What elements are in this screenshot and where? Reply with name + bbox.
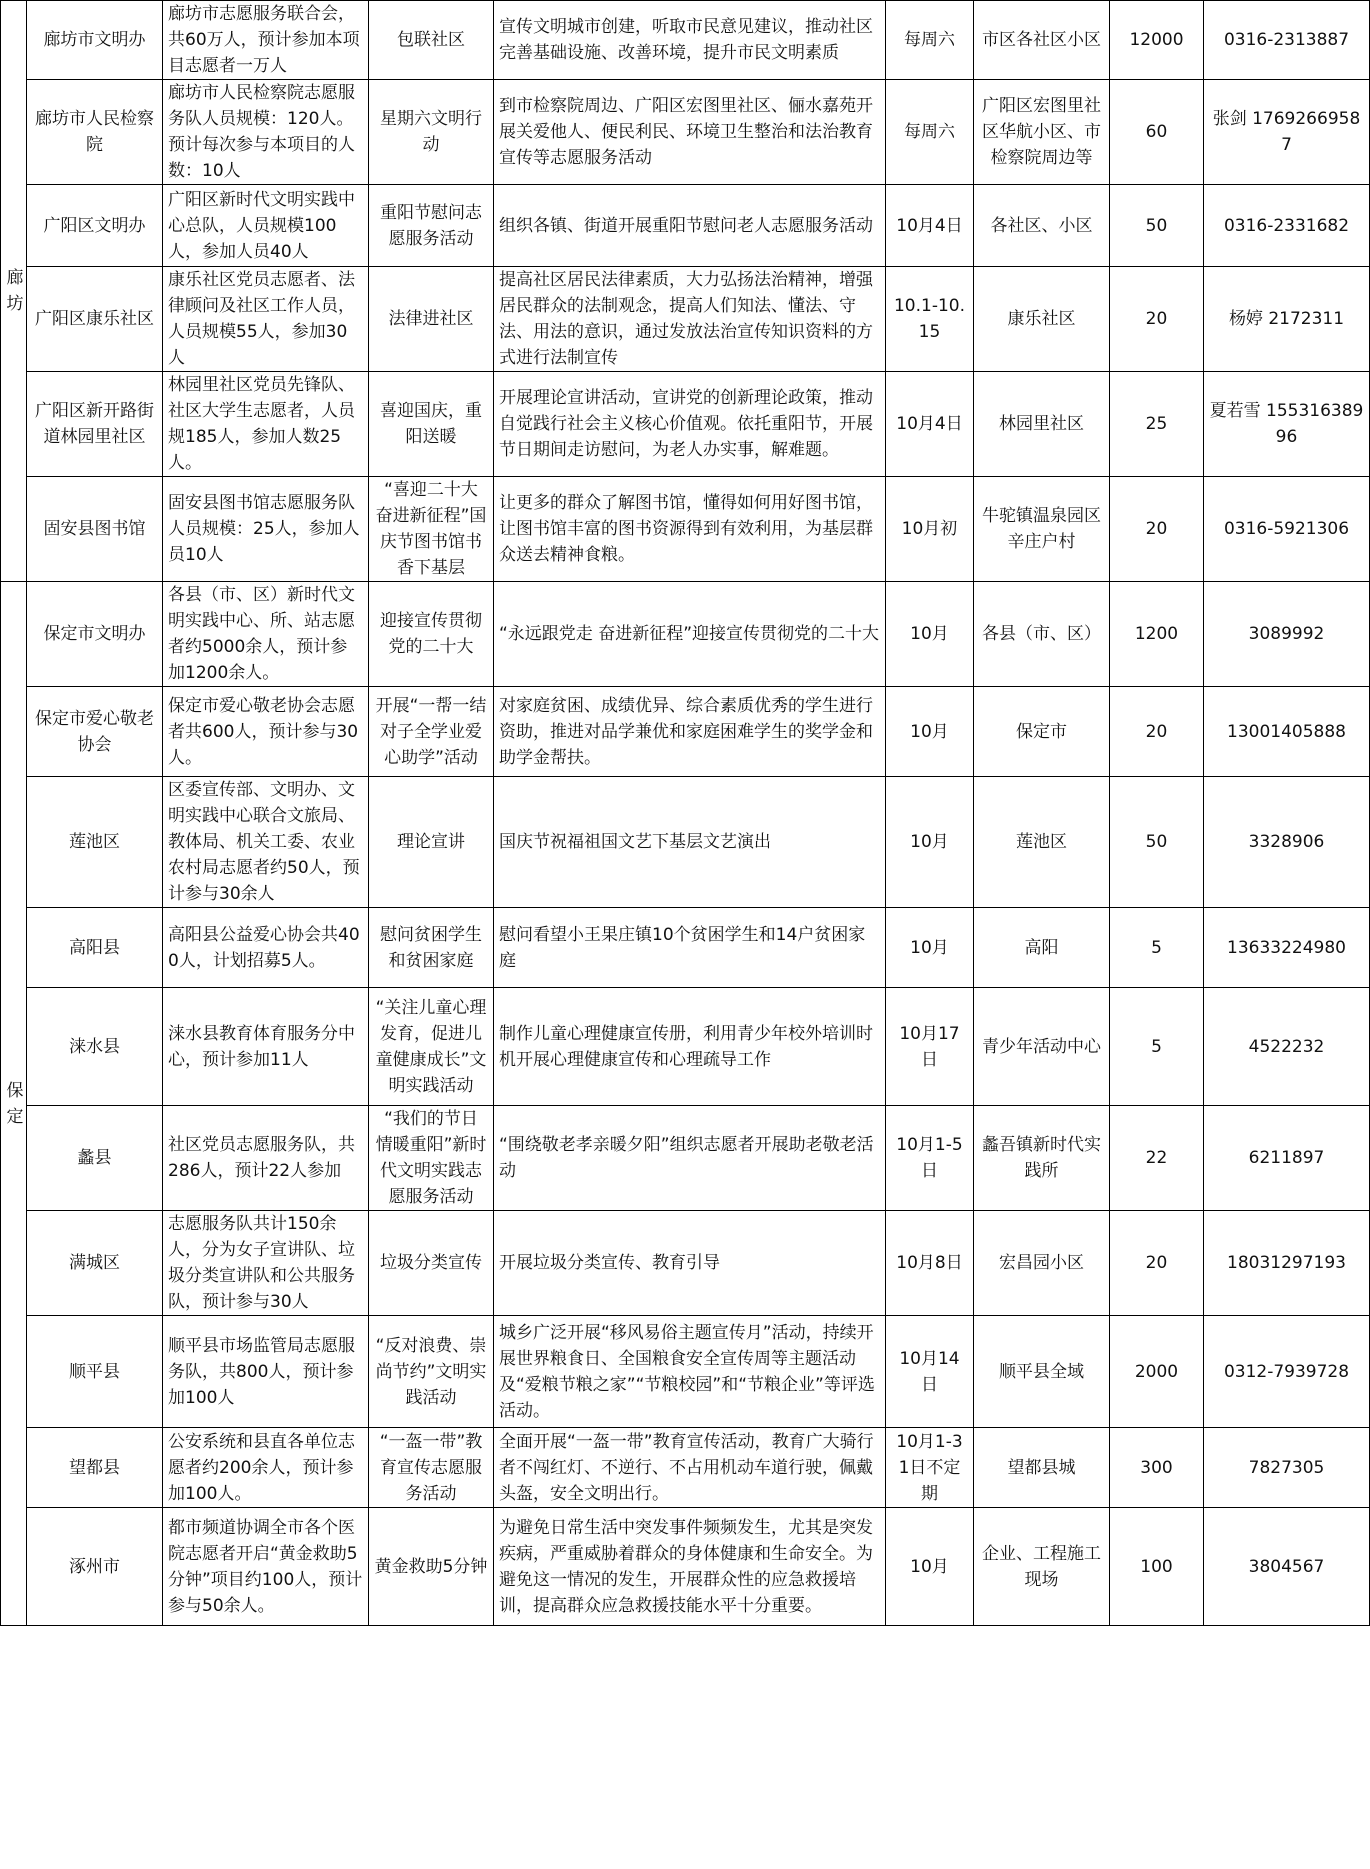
unit-cell: 满城区 xyxy=(27,1211,163,1316)
project-cell: 黄金救助5分钟 xyxy=(369,1508,494,1626)
place-cell: 企业、工程施工现场 xyxy=(974,1508,1110,1626)
contact-cell: 18031297193 xyxy=(1204,1211,1370,1316)
team-cell: 廊坊市志愿服务联合会，共60万人，预计参加本项目志愿者一万人 xyxy=(163,1,369,80)
time-cell: 10月17日 xyxy=(886,988,974,1106)
count-cell: 20 xyxy=(1110,687,1204,777)
project-cell: 理论宣讲 xyxy=(369,777,494,908)
table-row xyxy=(1,1211,1370,1316)
place-cell: 保定市 xyxy=(974,687,1110,777)
count-cell: 12000 xyxy=(1110,1,1204,80)
content-cell: 为避免日常生活中突发事件频频发生，尤其是突发疾病，严重威胁着群众的身体健康和生命安全。为避免这一情况的发生，开展群众性的应急救援培训，提高群众应急救援技能水平十分重要。 xyxy=(494,1508,886,1626)
time-cell: 10月 xyxy=(886,1508,974,1626)
team-cell: 涞水县教育体育服务分中心，预计参加11人 xyxy=(163,988,369,1106)
table-row xyxy=(1,477,1370,582)
team-cell: 林园里社区党员先锋队、社区大学生志愿者，人员规185人，参加人数25人。 xyxy=(163,372,369,477)
time-cell: 10月 xyxy=(886,908,974,988)
activity-table-body xyxy=(1,1,1370,1626)
project-cell: 重阳节慰问志愿服务活动 xyxy=(369,185,494,267)
contact-cell: 13001405888 xyxy=(1204,687,1370,777)
table-row xyxy=(1,1,1370,80)
team-cell: 康乐社区党员志愿者、法律顾问及社区工作人员，人员规模55人，参加30人 xyxy=(163,267,369,372)
table-row xyxy=(1,908,1370,988)
region-cell xyxy=(1,582,27,1626)
time-cell: 10月4日 xyxy=(886,185,974,267)
table-row xyxy=(1,1106,1370,1211)
team-cell: 顺平县市场监管局志愿服务队，共800人，预计参加100人 xyxy=(163,1316,369,1428)
table-row xyxy=(1,1428,1370,1508)
team-cell: 广阳区新时代文明实践中心总队，人员规模100人，参加人员40人 xyxy=(163,185,369,267)
content-cell: 全面开展“一盔一带”教育宣传活动，教育广大骑行者不闯红灯、不逆行、不占用机动车道行驶，佩戴头盔，安全文明出行。 xyxy=(494,1428,886,1508)
place-cell: 各社区、小区 xyxy=(974,185,1110,267)
content-cell: 开展垃圾分类宣传、教育引导 xyxy=(494,1211,886,1316)
project-cell: “关注儿童心理发育，促进儿童健康成长”文明实践活动 xyxy=(369,988,494,1106)
count-cell: 1200 xyxy=(1110,582,1204,687)
unit-cell: 顺平县 xyxy=(27,1316,163,1428)
content-cell: 到市检察院周边、广阳区宏图里社区、俪水嘉苑开展关爱他人、便民利民、环境卫生整治和法治教育宣传等志愿服务活动 xyxy=(494,80,886,185)
place-cell: 林园里社区 xyxy=(974,372,1110,477)
contact-cell: 6211897 xyxy=(1204,1106,1370,1211)
content-cell: 宣传文明城市创建，听取市民意见建议，推动社区完善基础设施、改善环境，提升市民文明素质 xyxy=(494,1,886,80)
table-row xyxy=(1,267,1370,372)
project-cell: 法律进社区 xyxy=(369,267,494,372)
content-cell: 国庆节祝福祖国文艺下基层文艺演出 xyxy=(494,777,886,908)
region-label: 保定 xyxy=(6,1080,24,1127)
project-cell: 迎接宣传贯彻党的二十大 xyxy=(369,582,494,687)
team-cell: 区委宣传部、文明办、文明实践中心联合文旅局、教体局、机关工委、农业农村局志愿者约50人，预计参与30余人 xyxy=(163,777,369,908)
contact-cell: 夏若雪 15531638996 xyxy=(1204,372,1370,477)
project-cell: “我们的节日 情暖重阳”新时代文明实践志愿服务活动 xyxy=(369,1106,494,1211)
time-cell: 10月 xyxy=(886,687,974,777)
count-cell: 22 xyxy=(1110,1106,1204,1211)
unit-cell: 莲池区 xyxy=(27,777,163,908)
region-cell xyxy=(1,1,27,582)
count-cell: 25 xyxy=(1110,372,1204,477)
contact-cell: 0316-2331682 xyxy=(1204,185,1370,267)
content-cell: 提高社区居民法律素质，大力弘扬法治精神，增强居民群众的法制观念，提高人们知法、懂法、守法、用法的意识，通过发放法治宣传知识资料的方式进行法制宣传 xyxy=(494,267,886,372)
time-cell: 10月1-31日不定期 xyxy=(886,1428,974,1508)
count-cell: 20 xyxy=(1110,1211,1204,1316)
place-cell: 市区各社区小区 xyxy=(974,1,1110,80)
time-cell: 每周六 xyxy=(886,80,974,185)
team-cell: 各县（市、区）新时代文明实践中心、所、站志愿者约5000余人，预计参加1200余人。 xyxy=(163,582,369,687)
team-cell: 固安县图书馆志愿服务队人员规模：25人，参加人员10人 xyxy=(163,477,369,582)
time-cell: 每周六 xyxy=(886,1,974,80)
content-cell: “永远跟党走 奋进新征程”迎接宣传贯彻党的二十大 xyxy=(494,582,886,687)
team-cell: 廊坊市人民检察院志愿服务队人员规模：120人。预计每次参与本项目的人数：10人 xyxy=(163,80,369,185)
time-cell: 10月 xyxy=(886,582,974,687)
table-row xyxy=(1,372,1370,477)
team-cell: 保定市爱心敬老协会志愿者共600人，预计参与30人。 xyxy=(163,687,369,777)
place-cell: 青少年活动中心 xyxy=(974,988,1110,1106)
count-cell: 5 xyxy=(1110,988,1204,1106)
count-cell: 300 xyxy=(1110,1428,1204,1508)
content-cell: 组织各镇、街道开展重阳节慰问老人志愿服务活动 xyxy=(494,185,886,267)
time-cell: 10月初 xyxy=(886,477,974,582)
unit-cell: 保定市爱心敬老协会 xyxy=(27,687,163,777)
content-cell: 让更多的群众了解图书馆，懂得如何用好图书馆，让图书馆丰富的图书资源得到有效利用，为基层群众送去精神食粮。 xyxy=(494,477,886,582)
unit-cell: 蠡县 xyxy=(27,1106,163,1211)
place-cell: 顺平县全域 xyxy=(974,1316,1110,1428)
place-cell: 康乐社区 xyxy=(974,267,1110,372)
table-row xyxy=(1,988,1370,1106)
unit-cell: 保定市文明办 xyxy=(27,582,163,687)
place-cell: 各县（市、区） xyxy=(974,582,1110,687)
count-cell: 20 xyxy=(1110,477,1204,582)
time-cell: 10月14日 xyxy=(886,1316,974,1428)
project-cell: 慰问贫困学生和贫困家庭 xyxy=(369,908,494,988)
time-cell: 10月1-5日 xyxy=(886,1106,974,1211)
content-cell: “围绕敬老孝亲暖夕阳”组织志愿者开展助老敬老活动 xyxy=(494,1106,886,1211)
table-row xyxy=(1,80,1370,185)
place-cell: 高阳 xyxy=(974,908,1110,988)
team-cell: 都市频道协调全市各个医院志愿者开启“黄金救助5分钟”项目约100人，预计参与50余人。 xyxy=(163,1508,369,1626)
team-cell: 志愿服务队共计150余人，分为女子宣讲队、垃圾分类宣讲队和公共服务队，预计参与30人 xyxy=(163,1211,369,1316)
team-cell: 社区党员志愿服务队，共286人，预计22人参加 xyxy=(163,1106,369,1211)
project-cell: 包联社区 xyxy=(369,1,494,80)
contact-cell: 0316-5921306 xyxy=(1204,477,1370,582)
place-cell: 望都县城 xyxy=(974,1428,1110,1508)
contact-cell: 3328906 xyxy=(1204,777,1370,908)
contact-cell: 0312-7939728 xyxy=(1204,1316,1370,1428)
contact-cell: 3804567 xyxy=(1204,1508,1370,1626)
project-cell: 开展“一帮一结对子全学业爱心助学”活动 xyxy=(369,687,494,777)
place-cell: 牛驼镇温泉园区辛庄户村 xyxy=(974,477,1110,582)
table-row xyxy=(1,185,1370,267)
unit-cell: 廊坊市文明办 xyxy=(27,1,163,80)
time-cell: 10月8日 xyxy=(886,1211,974,1316)
table-row xyxy=(1,1316,1370,1428)
count-cell: 20 xyxy=(1110,267,1204,372)
unit-cell: 望都县 xyxy=(27,1428,163,1508)
table-row xyxy=(1,1508,1370,1626)
unit-cell: 广阳区文明办 xyxy=(27,185,163,267)
content-cell: 城乡广泛开展“移风易俗主题宣传月”活动，持续开展世界粮食日、全国粮食安全宣传周等主题活动及“爱粮节粮之家”“节粮校园”和“节粮企业”等评选活动。 xyxy=(494,1316,886,1428)
project-cell: “喜迎二十大 奋进新征程”国庆节图书馆书香下基层 xyxy=(369,477,494,582)
place-cell: 蠡吾镇新时代实践所 xyxy=(974,1106,1110,1211)
place-cell: 广阳区宏图里社区华航小区、市检察院周边等 xyxy=(974,80,1110,185)
count-cell: 50 xyxy=(1110,777,1204,908)
contact-cell: 4522232 xyxy=(1204,988,1370,1106)
contact-cell: 0316-2313887 xyxy=(1204,1,1370,80)
unit-cell: 涞水县 xyxy=(27,988,163,1106)
count-cell: 60 xyxy=(1110,80,1204,185)
content-cell: 对家庭贫困、成绩优异、综合素质优秀的学生进行资助，推进对品学兼优和家庭困难学生的奖学金和助学金帮扶。 xyxy=(494,687,886,777)
unit-cell: 高阳县 xyxy=(27,908,163,988)
contact-cell: 13633224980 xyxy=(1204,908,1370,988)
project-cell: 垃圾分类宣传 xyxy=(369,1211,494,1316)
project-cell: “反对浪费、崇尚节约”文明实践活动 xyxy=(369,1316,494,1428)
unit-cell: 涿州市 xyxy=(27,1508,163,1626)
team-cell: 高阳县公益爱心协会共400人，计划招募5人。 xyxy=(163,908,369,988)
table-row xyxy=(1,777,1370,908)
count-cell: 5 xyxy=(1110,908,1204,988)
contact-cell: 7827305 xyxy=(1204,1428,1370,1508)
count-cell: 2000 xyxy=(1110,1316,1204,1428)
contact-cell: 杨婷 2172311 xyxy=(1204,267,1370,372)
content-cell: 慰问看望小王果庄镇10个贫困学生和14户贫困家庭 xyxy=(494,908,886,988)
project-cell: “一盔一带”教育宣传志愿服务活动 xyxy=(369,1428,494,1508)
time-cell: 10.1-10.15 xyxy=(886,267,974,372)
unit-cell: 廊坊市人民检察院 xyxy=(27,80,163,185)
time-cell: 10月 xyxy=(886,777,974,908)
unit-cell: 固安县图书馆 xyxy=(27,477,163,582)
team-cell: 公安系统和县直各单位志愿者约200余人，预计参加100人。 xyxy=(163,1428,369,1508)
content-cell: 制作儿童心理健康宣传册，利用青少年校外培训时机开展心理健康宣传和心理疏导工作 xyxy=(494,988,886,1106)
project-cell: 星期六文明行动 xyxy=(369,80,494,185)
region-label: 廊坊 xyxy=(6,268,24,314)
contact-cell: 3089992 xyxy=(1204,582,1370,687)
contact-cell: 张剑 17692669587 xyxy=(1204,80,1370,185)
time-cell: 10月4日 xyxy=(886,372,974,477)
content-cell: 开展理论宣讲活动，宣讲党的创新理论政策，推动自觉践行社会主义核心价值观。依托重阳节，开展节日期间走访慰问，为老人办实事，解难题。 xyxy=(494,372,886,477)
count-cell: 50 xyxy=(1110,185,1204,267)
table-row xyxy=(1,687,1370,777)
place-cell: 宏昌园小区 xyxy=(974,1211,1110,1316)
table-row xyxy=(1,582,1370,687)
count-cell: 100 xyxy=(1110,1508,1204,1626)
unit-cell: 广阳区新开路街道林园里社区 xyxy=(27,372,163,477)
place-cell: 莲池区 xyxy=(974,777,1110,908)
project-cell: 喜迎国庆，重阳送暖 xyxy=(369,372,494,477)
unit-cell: 广阳区康乐社区 xyxy=(27,267,163,372)
